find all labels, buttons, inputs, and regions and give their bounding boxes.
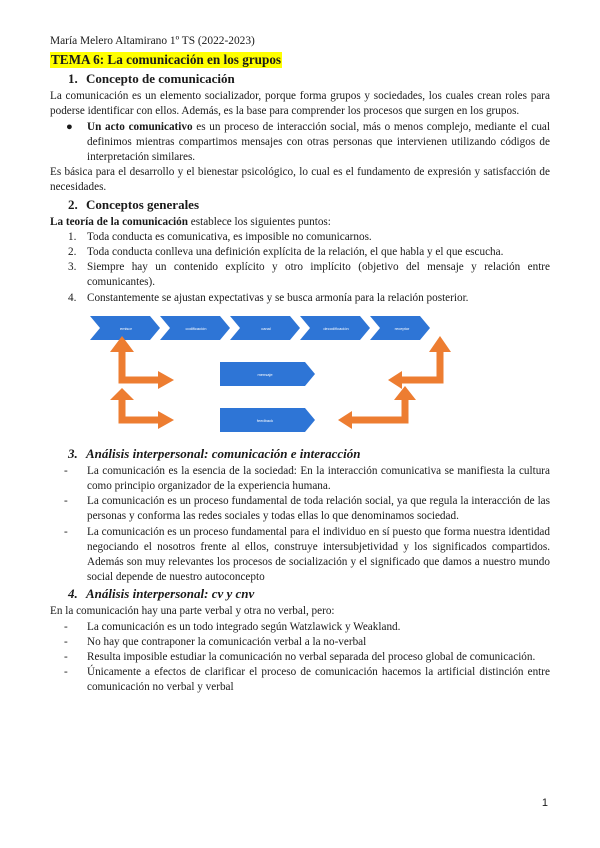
bullet-bold: Un acto comunicativo — [87, 120, 193, 133]
orange-arrow-right-bottom-icon — [338, 386, 416, 429]
section-1-bullets — [50, 120, 550, 166]
item-number: 4. — [68, 291, 77, 304]
list-item — [50, 260, 550, 290]
orange-arrow-right-top-icon — [388, 336, 451, 389]
item-text: La comunicación es la esencia de la sociedad: En la interacción comunicativa se manifiesta la cultura como principio organizador de la experiencia humana. — [87, 464, 550, 493]
section-2-heading — [50, 197, 550, 213]
list-item — [50, 635, 550, 650]
item-text: Constantemente se ajustan expectativas y se busca armonía para la relación posterior. — [87, 291, 469, 304]
item-text: Toda conducta conlleva una definición explícita de la relación, el que habla y el que escucha. — [87, 246, 504, 259]
chevron-label: emisor — [119, 325, 133, 331]
section-3-list — [50, 464, 550, 586]
item-text: Únicamente a efectos de clarificar el proceso de comunicación hacemos la artificial distinción entre comunicación no verbal y verbal — [87, 666, 550, 694]
dash-icon: - — [64, 666, 68, 679]
dash-icon: - — [64, 620, 68, 633]
communication-diagram — [50, 312, 550, 442]
item-number: 1. — [68, 230, 77, 243]
document-page — [50, 34, 550, 696]
chevron-label: codificación — [185, 325, 207, 331]
section-4-number: 4. — [68, 586, 78, 602]
bullet-icon: ● — [66, 120, 73, 133]
section-2-intro-bold: La teoría de la comunicación — [50, 215, 188, 228]
section-2-intro — [50, 215, 550, 230]
list-item — [50, 494, 550, 524]
feedback-label: feedback — [256, 417, 274, 423]
item-number: 2. — [68, 246, 77, 259]
section-2-number: 2. — [68, 196, 78, 212]
section-4-title: Análisis interpersonal: cv y cnv — [86, 586, 255, 602]
list-item — [50, 464, 550, 494]
list-item — [50, 230, 550, 245]
orange-arrow-left-top-icon — [110, 336, 174, 389]
section-1-heading — [50, 71, 550, 87]
item-text: Toda conducta es comunicativa, es imposible no comunicarnos. — [87, 230, 372, 243]
dash-icon: - — [64, 525, 68, 538]
section-4-intro: En la comunicación hay una parte verbal y otra no verbal, pero: — [50, 605, 335, 618]
dash-icon: - — [64, 651, 68, 664]
item-number: 3. — [68, 261, 77, 274]
section-3-title: Análisis interpersonal: comunicación e interacción — [86, 445, 361, 461]
bullet-text: es un proceso de interacción social, más o menos complejo, mediante el cual definimos mientras compartimos mensajes con otras personas que intervienen utilizando códigos de interpretación similares. — [87, 120, 550, 164]
section-2-list — [50, 230, 550, 306]
item-text: Resulta imposible estudiar la comunicación no verbal separada del proceso global de comunicación. — [87, 651, 536, 664]
list-item — [50, 291, 550, 306]
message-label: mensaje — [257, 371, 273, 377]
chevron-label: receptor — [394, 325, 410, 331]
item-text: No hay que contraponer la comunicación verbal a la no-verbal — [87, 635, 367, 648]
page-number: 1 — [541, 797, 548, 809]
list-item — [50, 650, 550, 665]
dash-icon: - — [64, 464, 68, 477]
tema-title: TEMA 6: La comunicación en los grupos — [51, 52, 282, 68]
list-item — [50, 120, 550, 166]
list-item — [50, 665, 550, 695]
section-1-number: 1. — [68, 71, 78, 87]
section-3-number: 3. — [68, 445, 78, 461]
item-text: La comunicación es un todo integrado según Watzlawick y Weakland. — [87, 620, 401, 633]
section-4-heading — [50, 586, 550, 602]
section-2-title: Conceptos generales — [86, 196, 200, 212]
item-text: Siempre hay un contenido explícito y otro implícito (objetivo del mensaje y relación entre comunicantes). — [87, 261, 550, 289]
chevron-label: canal — [261, 325, 271, 331]
author-line: María Melero Altamirano 1º TS (2022-2023) — [50, 35, 255, 47]
section-4-list — [50, 620, 550, 696]
item-text: La comunicación es un proceso fundamental para el individuo en sí puesto que forma nuestra identidad negociando el nosotros frente al ellos, construye intersubjetividad y los significados compartidos. Además son muy relevantes los procesos de socialización y el significado que damos a nuestro mundo social depende de nuestro autoconcepto — [87, 525, 550, 584]
section-2-intro-text: establece los siguientes puntos: — [187, 215, 331, 228]
dash-icon: - — [64, 635, 68, 648]
dash-icon: - — [64, 495, 68, 508]
list-item — [50, 525, 550, 586]
section-1-closing: Es básica para el desarrollo y el bienestar psicológico, lo cual es el fundamento de expresión y satisfacción de necesidades. — [50, 166, 550, 194]
list-item — [50, 245, 550, 260]
item-text: La comunicación es un proceso fundamental de toda relación social, ya que regula la interacción de las personas y conforma las redes sociales y todas ellas lo que denominamos sociedad. — [87, 495, 550, 523]
section-3-heading — [50, 446, 550, 462]
section-1-paragraph: La comunicación es un elemento socializador, porque forma grupos y sociedades, los cuales crean roles para poderse identificar con ellos. Además, es la base para comprender los procesos que surgen en los grupos. — [50, 90, 550, 118]
section-1-title: Concepto de comunicación — [86, 71, 235, 87]
diagram-svg — [50, 312, 550, 442]
orange-arrow-left-bottom-icon — [110, 388, 174, 429]
chevron-label: decodificación — [323, 325, 349, 331]
list-item — [50, 620, 550, 635]
